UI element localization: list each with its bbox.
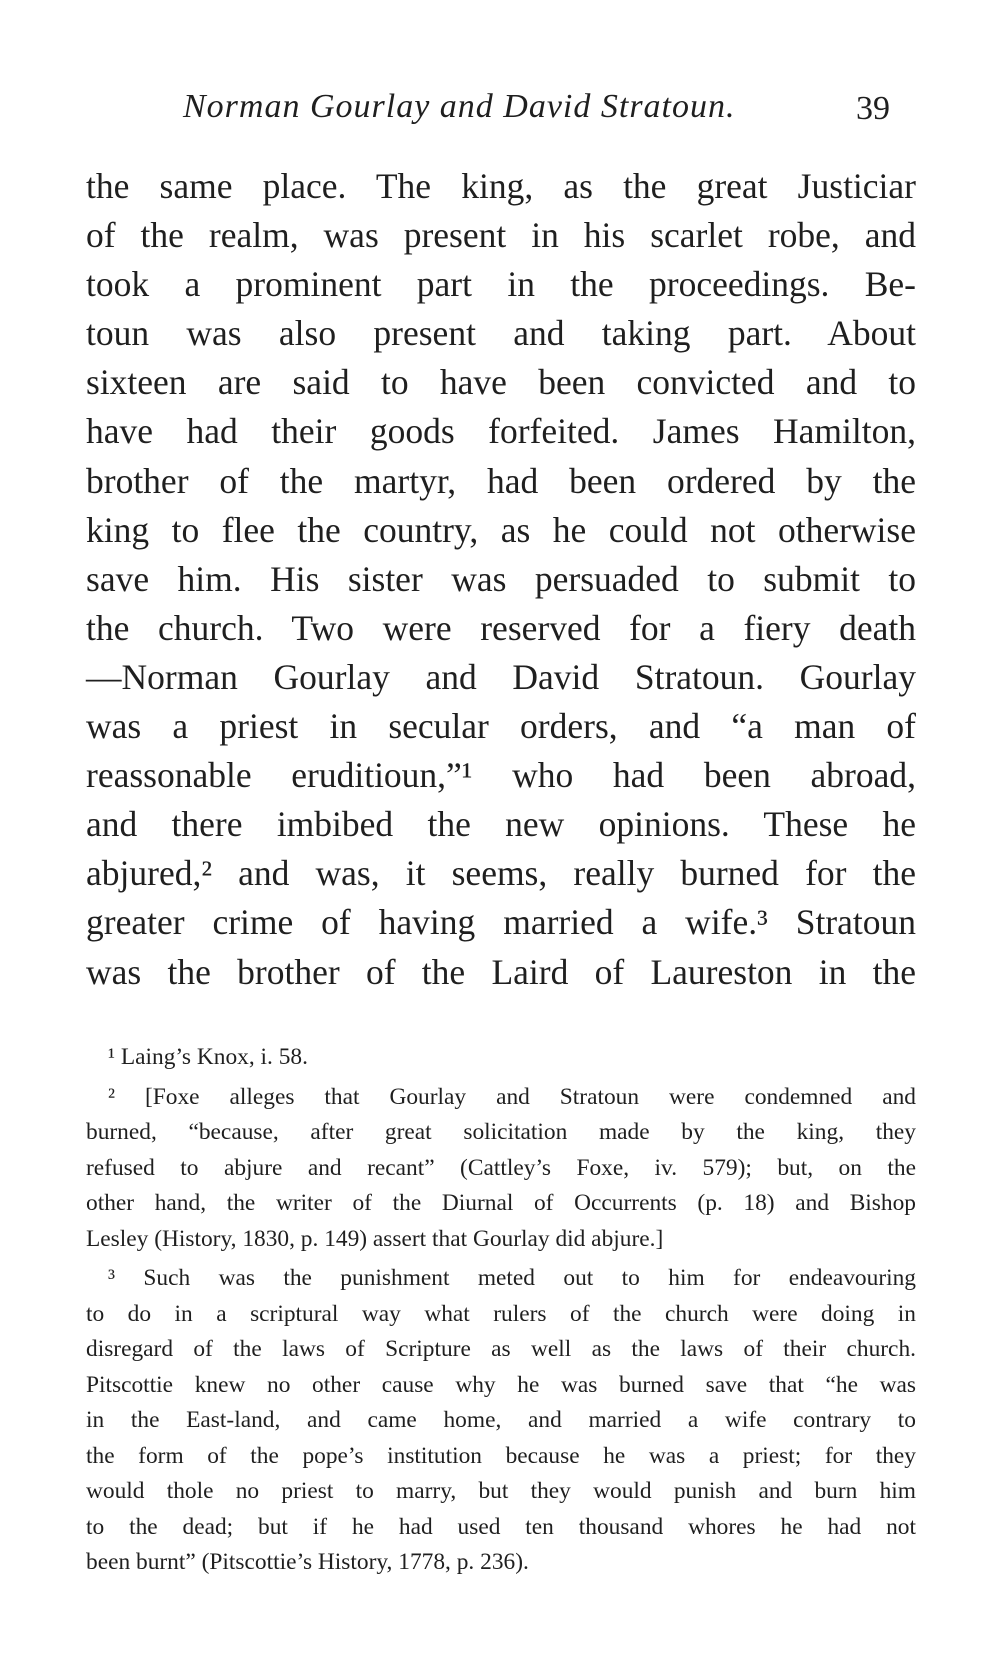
footnote-line: to the dead; but if he had used ten thousand whores he had not — [86, 1513, 916, 1540]
body-line: abjured,² and was, it seems, really burned for the — [86, 853, 916, 894]
body-line: was a priest in secular orders, and “a man of — [86, 706, 916, 747]
body-line: of the realm, was present in his scarlet robe, and — [86, 215, 916, 256]
footnote-1 — [86, 1040, 916, 1076]
footnote-3 — [86, 1261, 916, 1581]
running-head — [0, 88, 1000, 136]
footnote-line: would thole no priest to marry, but they would punish and burn him — [86, 1478, 916, 1504]
page-number: 39 — [856, 90, 890, 127]
body-line: toun was also present and taking part. About — [86, 313, 916, 354]
body-line: and there imbibed the new opinions. These he — [86, 804, 916, 845]
footnote-line: burned, “because, after great solicitation made by the king, they — [86, 1119, 916, 1145]
body-text — [86, 162, 916, 997]
body-line: king to flee the country, as he could not otherwise — [86, 509, 916, 550]
body-line: took a prominent part in the proceedings. Be- — [86, 264, 916, 305]
body-line: sixteen are said to have been convicted and to — [86, 362, 916, 403]
footnote-line: Pitscottie knew no other cause why he was burned save that “he was — [86, 1371, 916, 1398]
footnote-line: ² [Foxe alleges that Gourlay and Stratoun were condemned and — [108, 1083, 916, 1110]
footnote-line: other hand, the writer of the Diurnal of Occurrents (p. 18) and Bishop — [86, 1190, 916, 1216]
footnote-line: been burnt” (Pitscottie’s History, 1778, p. 236). — [86, 1549, 529, 1575]
running-title: Norman Gourlay and David Stratoun. — [183, 88, 736, 125]
footnote-line: the form of the pope’s institution because he was a priest; for they — [86, 1442, 916, 1469]
body-line: save him. His sister was persuaded to submit to — [86, 558, 916, 599]
body-line: greater crime of having married a wife.³ Stratoun — [86, 902, 916, 943]
body-line: reassonable eruditioun,”¹ who had been abroad, — [86, 755, 916, 796]
body-line: —Norman Gourlay and David Stratoun. Gourlay — [86, 656, 916, 697]
footnote-line: ¹ Laing’s Knox, i. 58. — [108, 1044, 308, 1070]
footnote-line: to do in a scriptural way what rulers of the church were doing in — [86, 1300, 916, 1327]
body-line: the same place. The king, as the great Justiciar — [86, 166, 916, 206]
footnote-line: in the East-land, and came home, and married a wife contrary to — [86, 1407, 916, 1433]
footnotes — [86, 1040, 916, 1581]
body-line: brother of the martyr, had been ordered by the — [86, 460, 916, 501]
footnote-line: refused to abjure and recant” (Cattley’s Foxe, iv. 579); but, on the — [86, 1154, 916, 1181]
body-line: was the brother of the Laird of Laureston in the — [86, 951, 916, 992]
body-line: the church. Two were reserved for a fiery death — [86, 607, 916, 648]
footnote-line: ³ Such was the punishment meted out to him for endeavouring — [108, 1265, 916, 1291]
footnote-line: disregard of the laws of Scripture as well as the laws of their church. — [86, 1336, 916, 1362]
footnote-line: Lesley (History, 1830, p. 149) assert that Gourlay did abjure.] — [86, 1225, 664, 1252]
footnote-2 — [86, 1080, 916, 1258]
body-line: have had their goods forfeited. James Hamilton, — [86, 411, 916, 452]
